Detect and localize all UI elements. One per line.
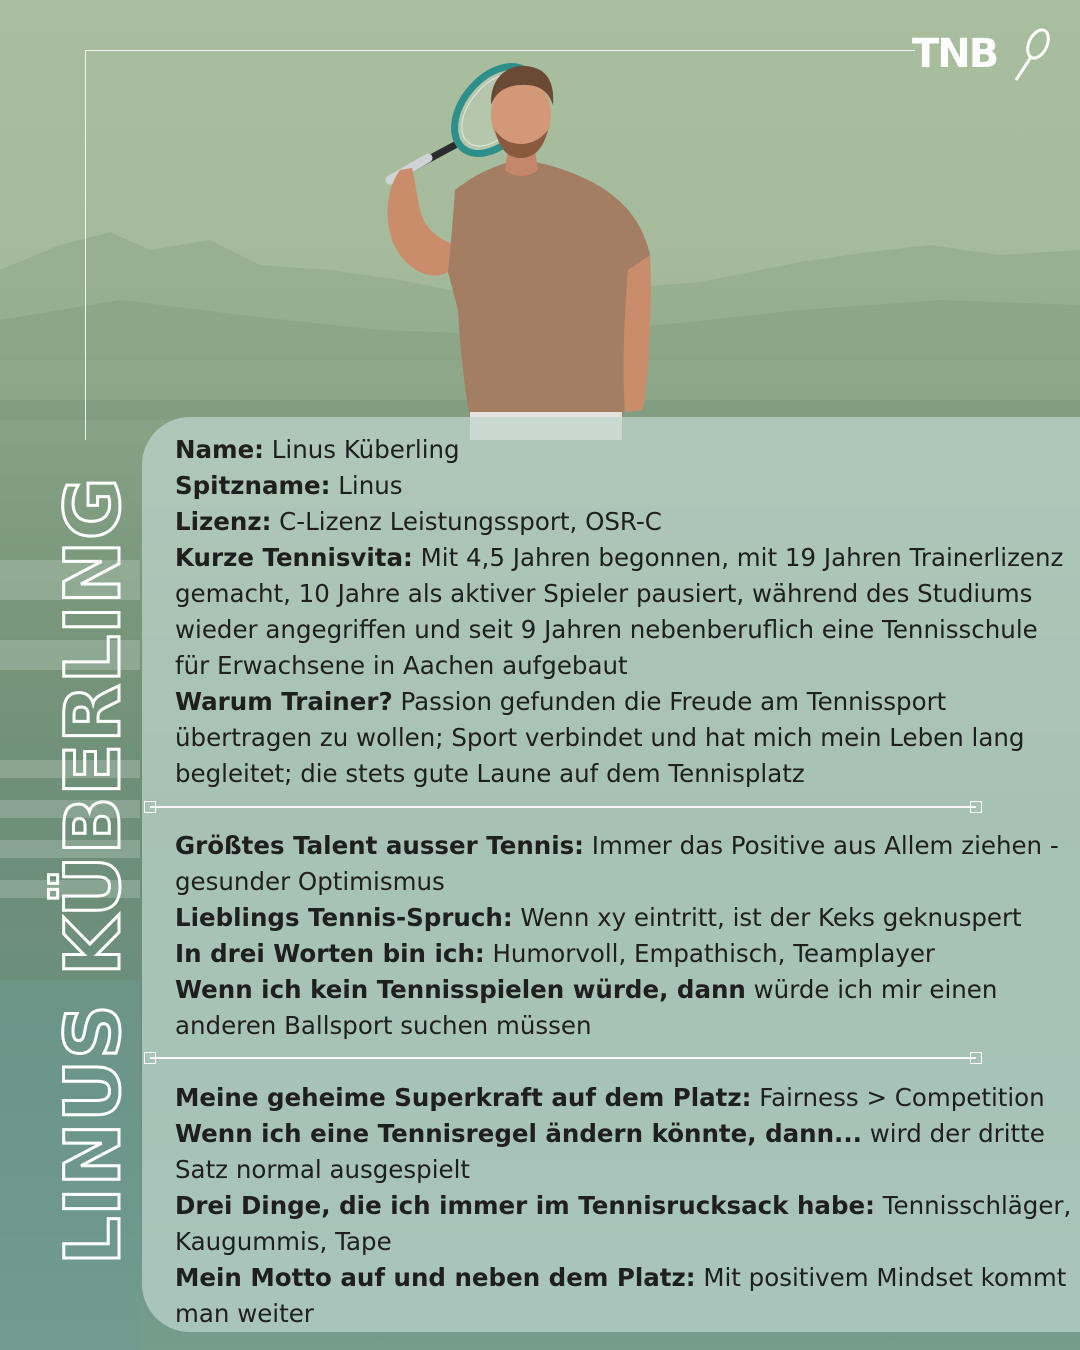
info-row: Spitzname: Linus (175, 471, 403, 500)
frame-line-left (85, 50, 86, 440)
info-row: Wenn ich eine Tennisregel ändern könnte, dann... wird der dritte Satz normal ausgespielt (175, 1119, 1045, 1184)
info-row: Lizenz: C-Lizenz Leistungssport, OSR-C (175, 507, 662, 536)
info-row: Name: Linus Küberling (175, 435, 460, 464)
info-row: Mein Motto auf und neben dem Platz: Mit positivem Mindset kommt man weiter (175, 1263, 1067, 1328)
info-row: Warum Trainer? Passion gefunden die Freude am Tennissport übertragen zu wollen; Sport verbindet und hat mich mein Leben lang begleitet; die stets gute Laune auf dem Tennisplatz (175, 687, 1025, 788)
info-row: Wenn ich kein Tennisspielen würde, dann würde ich mir einen anderen Ballsport suchen müssen (175, 975, 998, 1040)
brand-logo (910, 22, 1055, 82)
section-personal (175, 828, 1075, 1044)
info-row: Lieblings Tennis-Spruch: Wenn xy eintritt, ist der Keks geknuspert (175, 903, 1022, 932)
info-row: Drei Dinge, die ich immer im Tennisrucksack habe: Tennisschläger, Kaugummis, Tape (175, 1191, 1072, 1256)
info-row: Kurze Tennisvita: Mit 4,5 Jahren begonnen, mit 19 Jahren Trainerlizenz gemacht, 10 Jahre als aktiver Spieler pausiert, während des Studiums wieder angegriffen und seit 9 Jahren nebenberuflich eine Tennisschule für Erwachsene in Aachen aufgebaut (175, 543, 1064, 680)
profile-content (175, 432, 1075, 1332)
vertical-name: LINUS KÜBERLING (48, 476, 137, 1265)
info-row: Meine geheime Superkraft auf dem Platz: Fairness > Competition (175, 1083, 1045, 1112)
info-row: In drei Worten bin ich: Humorvoll, Empathisch, Teamplayer (175, 939, 935, 968)
section-court (175, 1080, 1075, 1332)
section-basics (175, 432, 1075, 792)
trainer-photo (360, 40, 680, 440)
info-row: Größtes Talent ausser Tennis: Immer das Positive aus Allem ziehen - gesunder Optimismus (175, 831, 1059, 896)
brand-logo-text: TNB (912, 31, 998, 77)
